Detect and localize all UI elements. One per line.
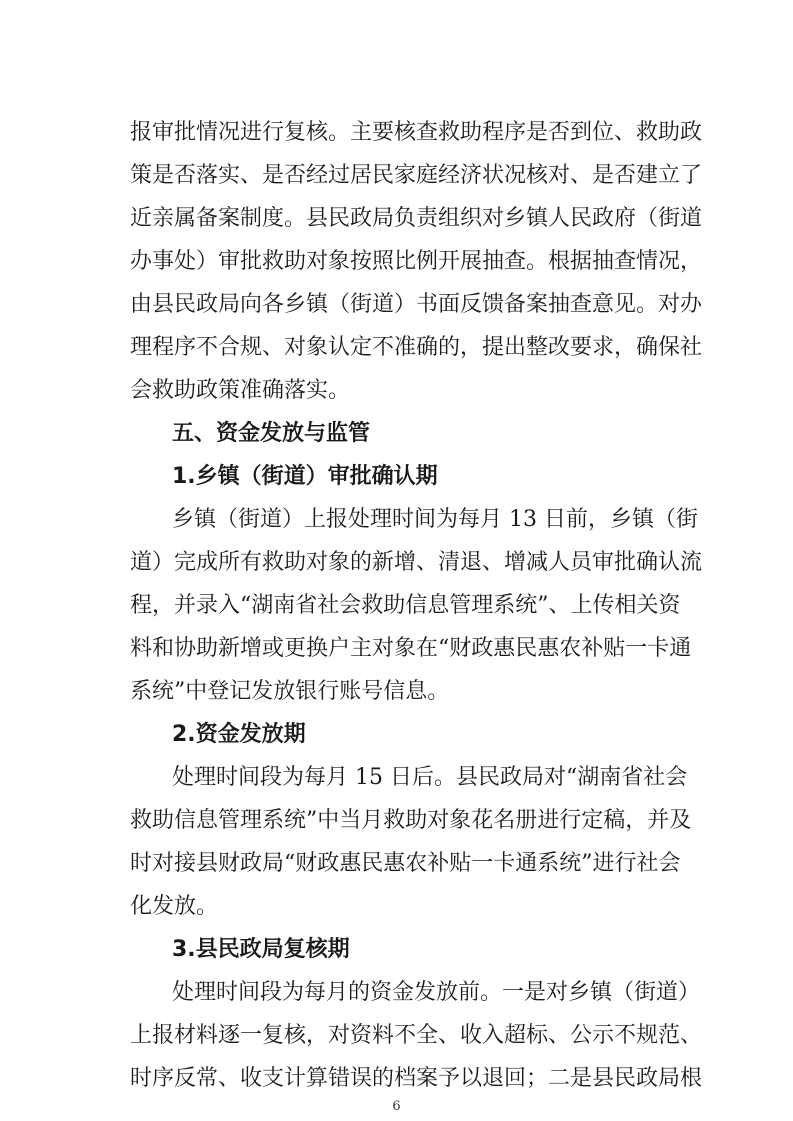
page-number: 6 xyxy=(392,1099,401,1114)
subsection-heading: 3.县民政局复核期 xyxy=(172,937,350,962)
paragraph-line: 处理时间段为每月的资金发放前。一是对乡镇（街道） xyxy=(172,980,701,1005)
paragraph-line: 系统”中登记发放银行账号信息。 xyxy=(130,679,450,704)
paragraph-line: 办事处）审批救助对象按照比例开展抽查。根据抽查情况， xyxy=(130,249,703,274)
paragraph-line: 化发放。 xyxy=(130,894,219,919)
paragraph-line: 近亲属备案制度。县民政局负责组织对乡镇人民政府（街道 xyxy=(130,206,703,231)
paragraph-line: 理程序不合规、对象认定不准确的，提出整改要求，确保社 xyxy=(130,335,703,360)
paragraph-line: 由县民政局向各乡镇（街道）书面反馈备案抽查意见。对办 xyxy=(130,292,703,317)
paragraph-line: 上报材料逐一复核，对资料不全、收入超标、公示不规范、 xyxy=(130,1023,703,1048)
paragraph-line: 处理时间段为每月 15 日后。县民政局对“湖南省社会 xyxy=(172,765,688,790)
paragraph-line: 会救助政策准确落实。 xyxy=(130,378,351,403)
paragraph-line: 时序反常、收支计算错误的档案予以退回；二是县民政局根 xyxy=(130,1066,703,1091)
paragraph-line: 时对接县财政局“财政惠民惠农补贴一卡通系统”进行社会 xyxy=(130,851,681,876)
paragraph-line: 道）完成所有救助对象的新增、清退、增减人员审批确认流 xyxy=(130,550,703,575)
subsection-heading: 2.资金发放期 xyxy=(172,722,306,747)
paragraph-line: 程，并录入“湖南省社会救助信息管理系统”、上传相关资 xyxy=(130,593,681,618)
paragraph-line: 报审批情况进行复核。主要核查救助程序是否到位、救助政 xyxy=(130,120,703,145)
paragraph-line: 料和协助新增或更换户主对象在“财政惠民惠农补贴一卡通 xyxy=(130,636,692,661)
subsection-heading: 1.乡镇（街道）审批确认期 xyxy=(172,464,438,489)
paragraph-line: 救助信息管理系统”中当月救助对象花名册进行定稿，并及 xyxy=(130,808,692,833)
paragraph-line: 策是否落实、是否经过居民家庭经济状况核对、是否建立了 xyxy=(130,163,703,188)
section-heading: 五、资金发放与监管 xyxy=(172,421,371,446)
paragraph-line: 乡镇（街道）上报处理时间为每月 13 日前，乡镇（街 xyxy=(172,507,698,532)
